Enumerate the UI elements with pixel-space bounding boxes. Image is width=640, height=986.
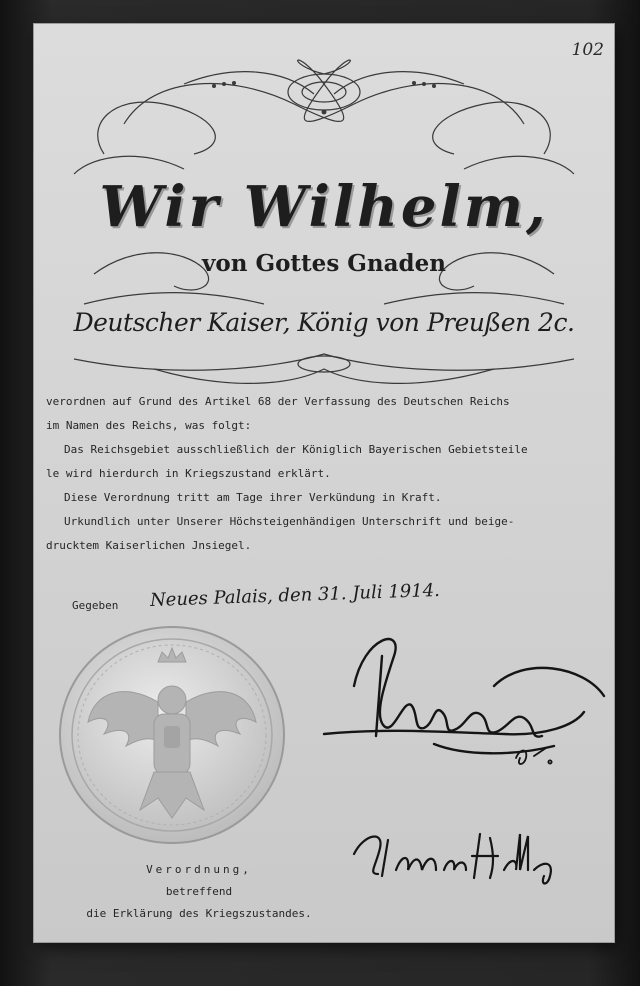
decree-line: Das Reichsgebiet ausschließlich der Königlich Bayerischen Gebietsteile	[64, 443, 528, 456]
decree-line: drucktem Kaiserlichen Jnsiegel.	[46, 539, 252, 552]
calligraphic-heading	[34, 24, 614, 384]
decree-line: im Namen des Reichs, was folgt:	[46, 419, 252, 432]
document-sheet	[34, 24, 614, 942]
decree-line: verordnen auf Grund des Artikel 68 der Verfassung des Deutschen Reichs	[46, 395, 510, 408]
decree-line: le wird hierdurch in Kriegszustand erklärt.	[46, 467, 331, 480]
imperial-eagle-seal-icon	[54, 622, 290, 848]
place-and-date-handwritten: Neues Palais, den 31. Juli 1914.	[149, 579, 441, 611]
caption-title: Verordnung,	[146, 863, 252, 876]
decree-line: Urkundlich unter Unserer Höchsteigenhändigen Unterschrift und beige-	[64, 515, 515, 528]
heading-title: Wir Wilhelm,	[99, 174, 549, 240]
caption-subject: die Erklärung des Kriegszustandes.	[86, 907, 312, 920]
decree-line: Diese Verordnung tritt am Tage ihrer Verkündung in Kraft.	[64, 491, 442, 504]
gegeben-label: Gegeben	[72, 599, 119, 612]
chancellor-signature	[344, 814, 574, 894]
folio-number: 102	[571, 40, 604, 60]
heading-titles-line: Deutscher Kaiser, König von Preußen 2c.	[73, 308, 575, 337]
emperor-signature	[284, 616, 614, 786]
heading-subtitle: von Gottes Gnaden	[202, 250, 446, 277]
caption-subtitle: betreffend	[165, 885, 233, 898]
decree-text	[46, 390, 606, 558]
document-caption	[54, 859, 344, 925]
